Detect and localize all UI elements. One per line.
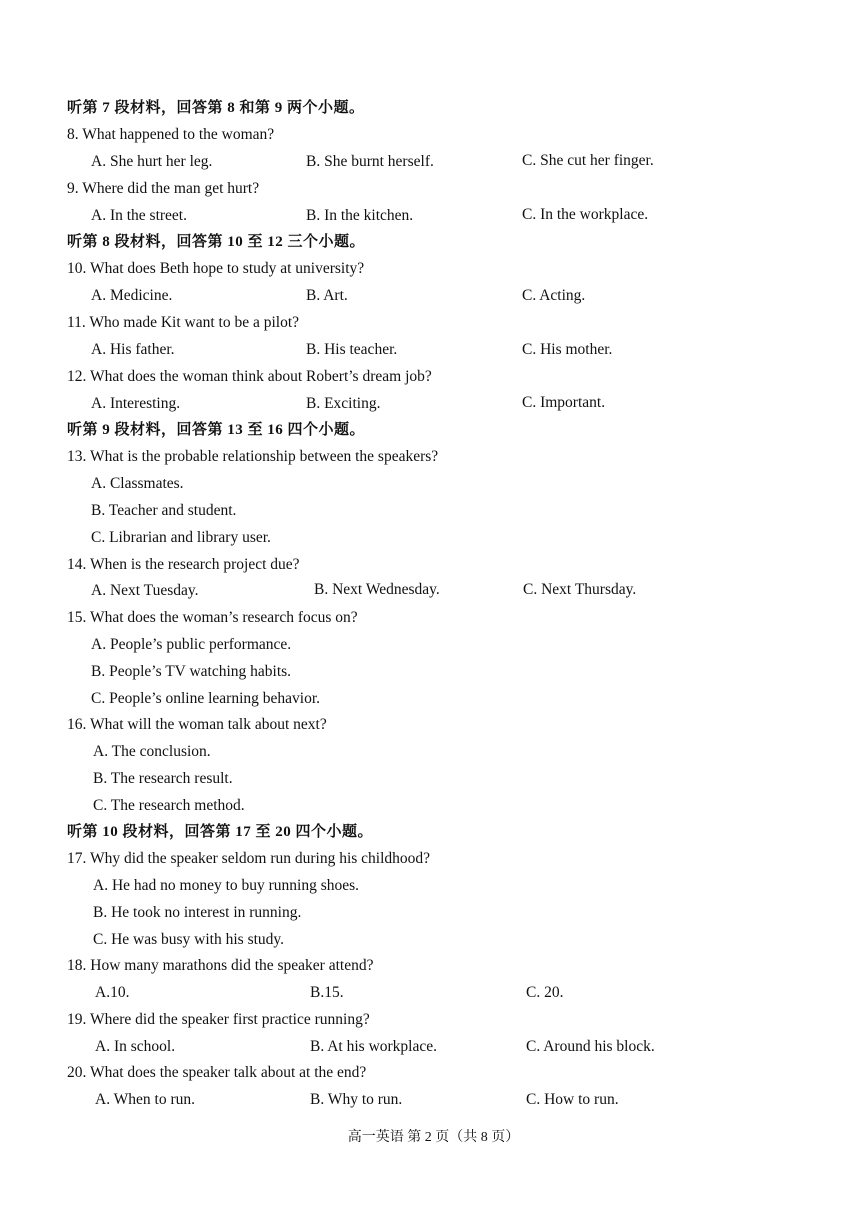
option-a: A. In school. bbox=[95, 1038, 176, 1055]
question-stem: 18. How many marathons did the speaker attend? bbox=[67, 957, 374, 974]
question-stem: 13. What is the probable relationship between the speakers? bbox=[67, 448, 439, 465]
option-c: C. In the workplace. bbox=[522, 206, 649, 223]
option-a: A. The conclusion. bbox=[93, 743, 211, 760]
option-c: C. He was busy with his study. bbox=[93, 931, 285, 948]
option-a: A. She hurt her leg. bbox=[91, 153, 213, 170]
option-b: B. In the kitchen. bbox=[306, 207, 414, 224]
option-b: B. Next Wednesday. bbox=[314, 581, 440, 598]
question-stem: 9. Where did the man get hurt? bbox=[67, 180, 260, 197]
option-c: C. Librarian and library user. bbox=[91, 529, 271, 546]
option-b: B. He took no interest in running. bbox=[93, 904, 302, 921]
question-stem: 10. What does Beth hope to study at university? bbox=[67, 260, 365, 277]
option-c: C. The research method. bbox=[93, 797, 245, 814]
option-a: A. People’s public performance. bbox=[91, 636, 292, 653]
option-c: C. 20. bbox=[526, 984, 564, 1001]
question-stem: 14. When is the research project due? bbox=[67, 556, 300, 573]
question-stem: 16. What will the woman talk about next? bbox=[67, 716, 327, 733]
option-a: A. He had no money to buy running shoes. bbox=[93, 877, 360, 894]
option-a: A. When to run. bbox=[95, 1091, 196, 1108]
question-stem: 15. What does the woman’s research focus on? bbox=[67, 609, 358, 626]
option-b: B. She burnt herself. bbox=[306, 153, 434, 170]
section-heading: 听第 8 段材料，回答第 10 至 12 三个小题。 bbox=[67, 234, 366, 250]
option-b: B. Teacher and student. bbox=[91, 502, 237, 519]
option-c: C. She cut her finger. bbox=[522, 152, 654, 169]
option-b: B. Why to run. bbox=[310, 1091, 403, 1108]
page-footer: 高一英语 第 2 页（共 8 页） bbox=[347, 1130, 520, 1145]
question-stem: 19. Where did the speaker first practice running? bbox=[67, 1011, 370, 1028]
option-c: C. Around his block. bbox=[526, 1038, 655, 1055]
option-a: A.10. bbox=[95, 984, 130, 1001]
option-c: C. His mother. bbox=[522, 341, 613, 358]
section-heading: 听第 10 段材料，回答第 17 至 20 四个小题。 bbox=[67, 824, 374, 840]
option-b: B. The research result. bbox=[93, 770, 233, 787]
question-stem: 12. What does the woman think about Robert’s dream job? bbox=[67, 368, 432, 385]
option-a: A. In the street. bbox=[91, 207, 187, 224]
option-b: B. Exciting. bbox=[306, 395, 381, 412]
option-a: A. Classmates. bbox=[91, 475, 184, 492]
section-heading: 听第 7 段材料，回答第 8 和第 9 两个小题。 bbox=[67, 100, 365, 116]
option-a: A. His father. bbox=[91, 341, 175, 358]
question-stem: 8. What happened to the woman? bbox=[67, 126, 275, 143]
option-c: C. Important. bbox=[522, 394, 606, 411]
option-a: A. Medicine. bbox=[91, 287, 173, 304]
option-c: C. People’s online learning behavior. bbox=[91, 690, 321, 707]
option-b: B.15. bbox=[310, 984, 344, 1001]
question-stem: 17. Why did the speaker seldom run during his childhood? bbox=[67, 850, 431, 867]
question-stem: 11. Who made Kit want to be a pilot? bbox=[67, 314, 300, 331]
option-c: C. Acting. bbox=[522, 287, 586, 304]
option-b: B. People’s TV watching habits. bbox=[91, 663, 292, 680]
option-b: B. At his workplace. bbox=[310, 1038, 437, 1055]
option-b: B. His teacher. bbox=[306, 341, 398, 358]
section-heading: 听第 9 段材料，回答第 13 至 16 四个小题。 bbox=[67, 422, 366, 438]
option-c: C. Next Thursday. bbox=[523, 581, 637, 598]
question-stem: 20. What does the speaker talk about at the end? bbox=[67, 1064, 367, 1081]
option-b: B. Art. bbox=[306, 287, 348, 304]
option-a: A. Next Tuesday. bbox=[91, 582, 199, 599]
option-a: A. Interesting. bbox=[91, 395, 181, 412]
option-c: C. How to run. bbox=[526, 1091, 619, 1108]
